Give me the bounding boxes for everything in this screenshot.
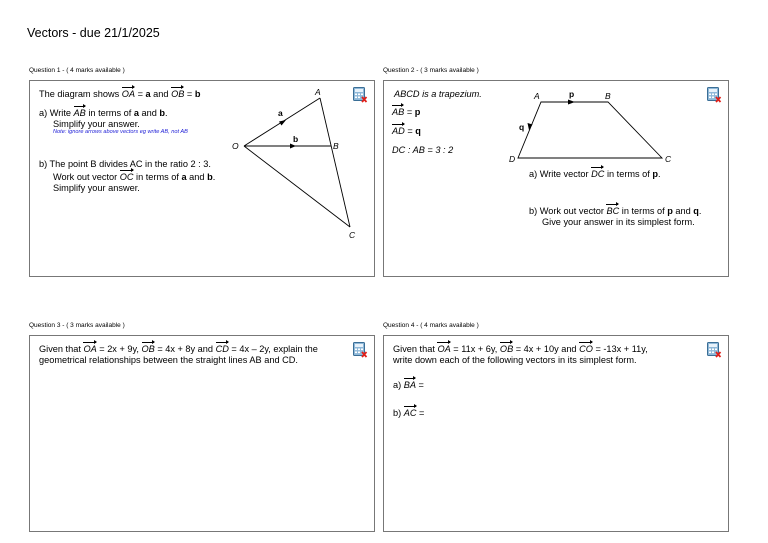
label-d-point: D	[509, 154, 516, 164]
calculator-icon	[353, 342, 367, 358]
q3-line1: Given that OA = 2x + 9y, OB = 4x + 8y and CD = 4x – 2y, explain the	[39, 344, 318, 354]
label-c-point: C	[349, 230, 356, 240]
q1-intro: The diagram shows OA = a and OB = b	[39, 89, 201, 99]
question-3-box	[29, 335, 375, 532]
page-title: Vectors - due 21/1/2025	[27, 26, 160, 40]
question-1-label: Question 1 - ( 4 marks available )	[29, 67, 125, 74]
q2-trapezium-diagram	[509, 87, 674, 167]
q4-part-b: b) AC =	[393, 408, 425, 418]
label-b-vector: b	[293, 134, 299, 144]
q4-part-a: a) BA =	[393, 380, 424, 390]
q2-ad-def: AD = q	[392, 126, 421, 136]
q1-simplify-2: Simplify your answer.	[53, 183, 140, 193]
q4-line1: Given that OA = 11x + 6y, OB = 4x + 10y and CO = -13x + 11y,	[393, 344, 648, 354]
arrow-b-icon	[290, 144, 296, 149]
calculator-icon	[353, 87, 367, 103]
label-p-vector: p	[569, 89, 575, 99]
q1-note: Note: ignore arrows above vectors eg write AB, not AB	[53, 129, 188, 135]
arrow-p-icon	[568, 100, 575, 105]
calculator-icon	[707, 342, 721, 358]
q1-part-b-line2: Work out vector OC in terms of a and b.	[53, 172, 216, 182]
question-4-box	[383, 335, 729, 532]
question-4-label: Question 4 - ( 4 marks available )	[383, 322, 479, 329]
q2-part-b-line2: Give your answer in its simplest form.	[542, 217, 695, 227]
q2-line1: ABCD is a trapezium.	[394, 89, 482, 99]
q2-ratio: DC : AB = 3 : 2	[392, 145, 454, 155]
question-3-label: Question 3 - ( 3 marks available )	[29, 322, 125, 329]
calculator-icon	[707, 87, 721, 103]
label-q-vector: q	[519, 122, 525, 132]
q1-part-b-line1: b) The point B divides AC in the ratio 2 : 3.	[39, 159, 211, 169]
q1-part-a: a) Write AB in terms of a and b.	[39, 108, 168, 118]
label-a-vector: a	[278, 108, 283, 118]
q1-vector-diagram	[228, 85, 356, 245]
q2-ab-def: AB = p	[392, 107, 421, 117]
label-o: O	[232, 141, 239, 151]
question-2-box	[383, 80, 729, 277]
label-b-point: B	[333, 141, 339, 151]
q2-part-a: a) Write vector DC in terms of p.	[529, 169, 661, 179]
question-2-label: Question 2 - ( 3 marks available )	[383, 67, 479, 74]
label-c-point: C	[665, 154, 672, 164]
arrow-a-icon	[279, 120, 286, 126]
q1-simplify: Simplify your answer.	[53, 119, 140, 129]
trapezium-shape	[518, 102, 662, 158]
q4-line2: write down each of the following vectors in its simplest form.	[393, 355, 637, 365]
q2-part-b: b) Work out vector BC in terms of p and q.	[529, 206, 702, 216]
label-a-point: A	[315, 87, 321, 97]
label-b-point: B	[605, 91, 611, 101]
question-1-box	[29, 80, 375, 277]
label-a-point: A	[534, 91, 540, 101]
q3-line2: geometrical relationships between the straight lines AB and CD.	[39, 355, 298, 365]
